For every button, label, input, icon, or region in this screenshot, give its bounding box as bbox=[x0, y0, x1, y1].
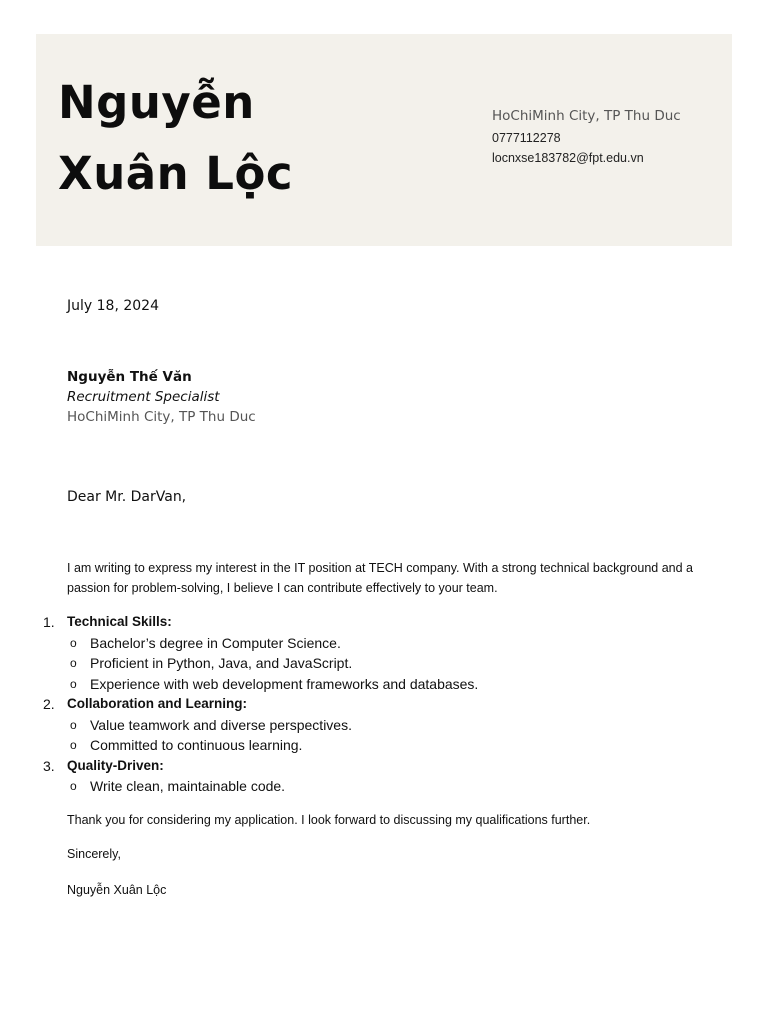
intro-paragraph: I am writing to express my interest in the IT position at TECH company. With a strong technical background and a passion for problem-solving, I believe I can contribute effectively to your team. bbox=[67, 561, 693, 595]
bullet-marker: o bbox=[70, 738, 77, 752]
list-item bbox=[0, 777, 768, 798]
recipient-name: Nguyễn Thế Văn bbox=[67, 369, 192, 385]
list-item bbox=[0, 716, 768, 737]
applicant-name-first-line: Nguyễn bbox=[58, 76, 255, 129]
bullet-marker: o bbox=[70, 717, 77, 732]
list-item bbox=[0, 675, 768, 696]
recipient-city: HoChiMinh City, TP Thu Duc bbox=[67, 409, 256, 425]
section-title: Quality-Driven: bbox=[67, 757, 164, 773]
contact-phone: 0777112278 bbox=[492, 131, 561, 145]
list-item-text: Value teamwork and diverse perspectives. bbox=[90, 716, 352, 733]
section-number: 2. bbox=[43, 696, 55, 712]
sign-off: Sincerely, bbox=[67, 847, 121, 861]
closing-paragraph: Thank you for considering my application. I look forward to discussing my qualifications further. bbox=[67, 813, 591, 827]
section-technical-skills bbox=[0, 613, 768, 634]
list-item-text: Write clean, maintainable code. bbox=[90, 778, 286, 794]
applicant-name-second-line: Xuân Lộc bbox=[58, 147, 294, 200]
bullet-marker: o bbox=[70, 656, 77, 670]
section-quality-driven bbox=[0, 757, 768, 778]
list-item-text: Experience with web development frameworks and databases. bbox=[90, 675, 479, 692]
qualifications-list bbox=[0, 613, 768, 798]
list-item-text: Bachelor’s degree in Computer Science. bbox=[90, 634, 341, 651]
section-title: Technical Skills: bbox=[67, 614, 172, 629]
section-number: 1. bbox=[43, 614, 55, 630]
bullet-marker: o bbox=[70, 676, 77, 691]
list-item-text: Proficient in Python, Java, and JavaScript. bbox=[90, 655, 353, 671]
contact-city: HoChiMinh City, TP Thu Duc bbox=[492, 108, 681, 124]
recipient-title: Recruitment Specialist bbox=[67, 389, 220, 405]
list-item bbox=[0, 736, 768, 757]
section-title: Collaboration and Learning: bbox=[67, 696, 248, 711]
header-band bbox=[36, 34, 732, 246]
list-item bbox=[0, 634, 768, 655]
bullet-marker: o bbox=[70, 779, 77, 793]
list-item-text: Committed to continuous learning. bbox=[90, 737, 303, 753]
signature-name: Nguyễn Xuân Lộc bbox=[67, 883, 167, 897]
letter-date: July 18, 2024 bbox=[67, 298, 159, 314]
bullet-marker: o bbox=[70, 635, 77, 650]
list-item bbox=[0, 654, 768, 675]
salutation: Dear Mr. DarVan, bbox=[67, 489, 187, 505]
contact-email: locnxse183782@fpt.edu.vn bbox=[492, 151, 644, 165]
section-number: 3. bbox=[43, 757, 55, 774]
section-collaboration-and-learning bbox=[0, 695, 768, 716]
